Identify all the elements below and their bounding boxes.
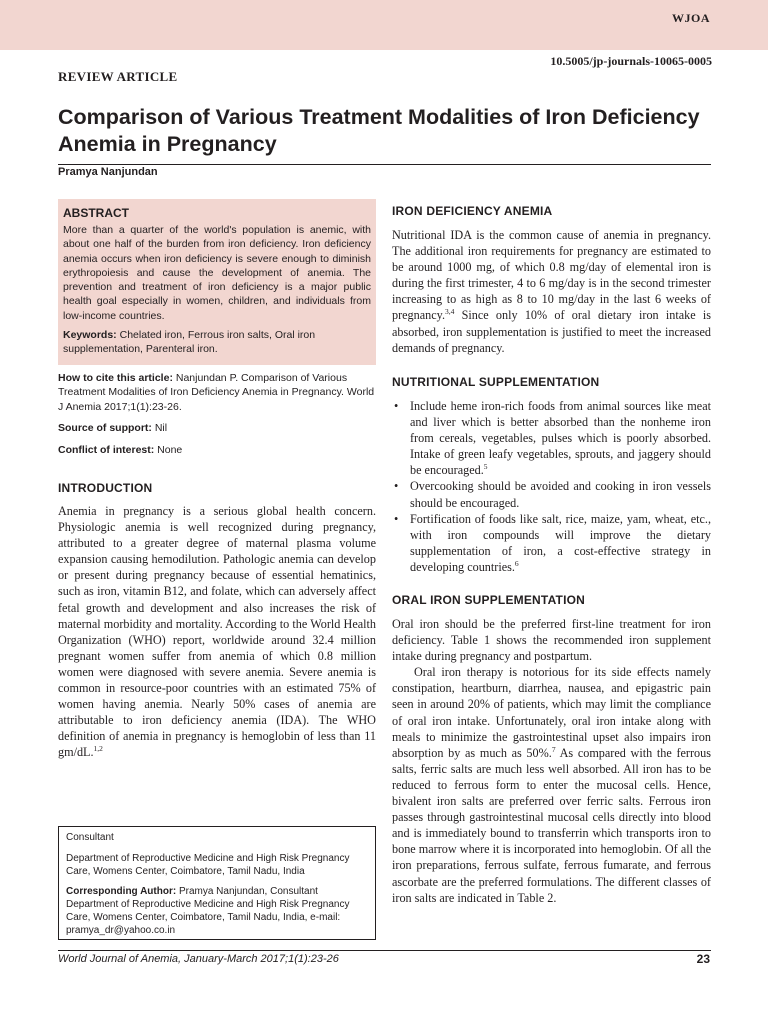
corresponding-author-text: Pramya Nanjundan, Consultant Department of Reproductive Medicine and High Risk Pregnancy Care, Womens Center, Coimbatore, Tamil Nadu, India, e-mail: pramya_dr@yahoo.co.in <box>66 886 350 936</box>
oral-body-b: As compared with the ferrous salts, ferric salts are much less well absorbed. All iron has to be reduced to ferrous form to enter the mucosal cells. Hence, bivalent iron salts are preferred over ferric salts. Ferrous iron passes through gastrointestinal mucosal cells directly into blood and is immediately bound to transferrin which transports iron to bone marrow where it is incorporated into hemoglobin. Of all the iron preparations, ferrous sulfate, ferrous fumarate, and ferrous ascorbate are the preferred formulations. The different classes of iron salts are indicated in Table 2. <box>392 745 711 905</box>
list-item-ref[interactable]: 5 <box>483 462 488 472</box>
abstract-box <box>58 199 376 365</box>
bullet-icon: • <box>394 511 399 526</box>
list-item-text: Fortification of foods like salt, rice, maize, yam, wheat, etc., with iron compounds will improve the dietary supplementation of iron, a cost-effective strategy in developing countries. <box>410 511 711 574</box>
author-role: Consultant <box>66 832 114 843</box>
introduction-text <box>58 503 376 761</box>
keywords-list: Chelated iron, Ferrous iron salts, Oral iron supplementation, Parenteral iron. <box>63 329 316 356</box>
citation <box>58 371 378 414</box>
corresponding-author-label: Corresponding Author: <box>66 886 177 898</box>
article-type: REVIEW ARTICLE <box>58 69 178 84</box>
conflict-label: Conflict of interest: <box>58 444 155 456</box>
page-number: 23 <box>696 952 710 966</box>
ida-ref[interactable]: 3,4 <box>445 307 455 317</box>
author-name: Pramya Nanjundan <box>58 166 158 178</box>
introduction-ref[interactable]: 1,2 <box>93 744 103 754</box>
list-item <box>392 511 711 575</box>
bullet-icon: • <box>394 399 399 413</box>
introduction-heading: INTRODUCTION <box>58 481 153 495</box>
footer-journal: World Journal of Anemia, January-March 2017;1(1):23-26 <box>58 953 339 965</box>
article-title: Comparison of Various Treatment Modalities of Iron Deficiency Anemia in Pregnancy <box>58 105 700 156</box>
list-item <box>392 478 711 510</box>
corresponding-author <box>66 886 368 937</box>
nutritional-bullet-list <box>392 398 711 575</box>
doi[interactable]: 10.5005/jp-journals-10065-0005 <box>550 54 712 68</box>
footer-divider <box>58 950 711 951</box>
oral-body-a: Oral iron therapy is notorious for its side effects namely constipation, heartburn, diarrhea, nausea, and epigastric pain seen in around 20% of patients, which may limit the compliance of oral iron intake. Unfortunately, oral iron intake along with meals to minimize the gastrointestinal upset also impairs iron absorption by as much as 50%. <box>392 665 711 760</box>
title-divider <box>58 164 711 165</box>
citation-label: How to cite this article: <box>58 372 173 384</box>
oral-paragraph-1: Oral iron should be the preferred first-line treatment for iron deficiency. Table 1 shows the recommended iron supplement intake during pregnancy and postpartum. <box>392 617 711 664</box>
journal-abbreviation: WJOA <box>672 11 710 25</box>
ida-heading: IRON DEFICIENCY ANEMIA <box>392 204 553 218</box>
list-item-ref[interactable]: 6 <box>514 558 519 568</box>
oral-heading: ORAL IRON SUPPLEMENTATION <box>392 593 586 607</box>
keywords <box>63 328 371 357</box>
conflict-of-interest <box>58 443 378 457</box>
citation-text: Nanjundan P. Comparison of Various Treatment Modalities of Iron Deficiency Anemia in Pregnancy. World J Anemia 2017;1(1):23-26. <box>58 372 375 413</box>
ida-body-b: Since only 10% of oral dietary iron intake is absorbed, iron supplementation is justified to meet the increased demands of pregnancy. <box>392 308 711 355</box>
support-value: Nil <box>151 422 168 434</box>
oral-ref[interactable]: 7 <box>551 744 556 754</box>
ida-text <box>392 227 711 356</box>
ida-body-a: Nutritional IDA is the common cause of anemia in pregnancy. The additional iron requirements for pregnancy are estimated to be around 1000 mg, of which 0.8 mg/day of elemental iron is during the first trimester, 4 to 6 mg/day is in the second trimester increasing to as high as 8 to 10 mg/day in the last 6 weeks of pregnancy. <box>392 228 711 323</box>
list-item <box>392 398 711 478</box>
author-department: Department of Reproductive Medicine and High Risk Pregnancy Care, Womens Center, Coimbatore, Tamil Nadu, India <box>66 852 350 877</box>
nutritional-heading: NUTRITIONAL SUPPLEMENTATION <box>392 375 600 389</box>
oral-text <box>392 616 711 906</box>
abstract-text: More than a quarter of the world's population is anemic, with about one half of the burden from iron deficiency. Iron deficiency anemia occurs when iron deficiency is severe enough to diminish erythropoiesis and cause the development of anemia. The prevention and treatment of iron deficiency is a major public health goal especially in women, children, and individuals from low-income countries. <box>63 224 371 322</box>
list-item-text: Overcooking should be avoided and cooking in iron vessels should be encouraged. <box>410 479 711 510</box>
keywords-label: Keywords: <box>63 329 117 342</box>
abstract-heading: ABSTRACT <box>63 206 129 220</box>
bullet-icon: • <box>394 479 399 494</box>
header-band <box>0 0 768 50</box>
source-of-support <box>58 421 378 435</box>
oral-paragraph-2 <box>392 664 711 905</box>
support-label: Source of support: <box>58 422 152 434</box>
introduction-body: Anemia in pregnancy is a serious global health concern. Physiologic anemia is well recognized during pregnancy, attributed to a greater degree of maternal plasma volume expansion causing hemodilution. Pathologic anemia can develop or present during pregnancy because of essential hematinics, such as iron, vitamin B12, and folate, which can adversely affect fetal growth and development and also increases the risk of maternal morbidity and mortality. According to the World Health Organization (WHO) report, worldwide around 32.4 million pregnant women suffer from anemia of which 0.8 million women were diagnosed with severe anemia. Severe anemia is common in resource-poor countries with an estimated 75% of women having anemia. Nearly 50% cases of anemia are attributable to iron deficiency anemia (IDA). The WHO definition of anemia in pregnancy is hemoglobin of less than 11 gm/dL. <box>58 504 376 760</box>
correspondence-box <box>58 826 376 940</box>
conflict-value: None <box>154 444 183 456</box>
list-item-text: Include heme iron-rich foods from animal sources like meat and liver which is better absorbed than the nonheme iron from cereals, vegetables, pulses which is poorly absorbed. Intake of green leafy vegetables, sprouts, and jaggery should be encouraged. <box>410 399 711 478</box>
